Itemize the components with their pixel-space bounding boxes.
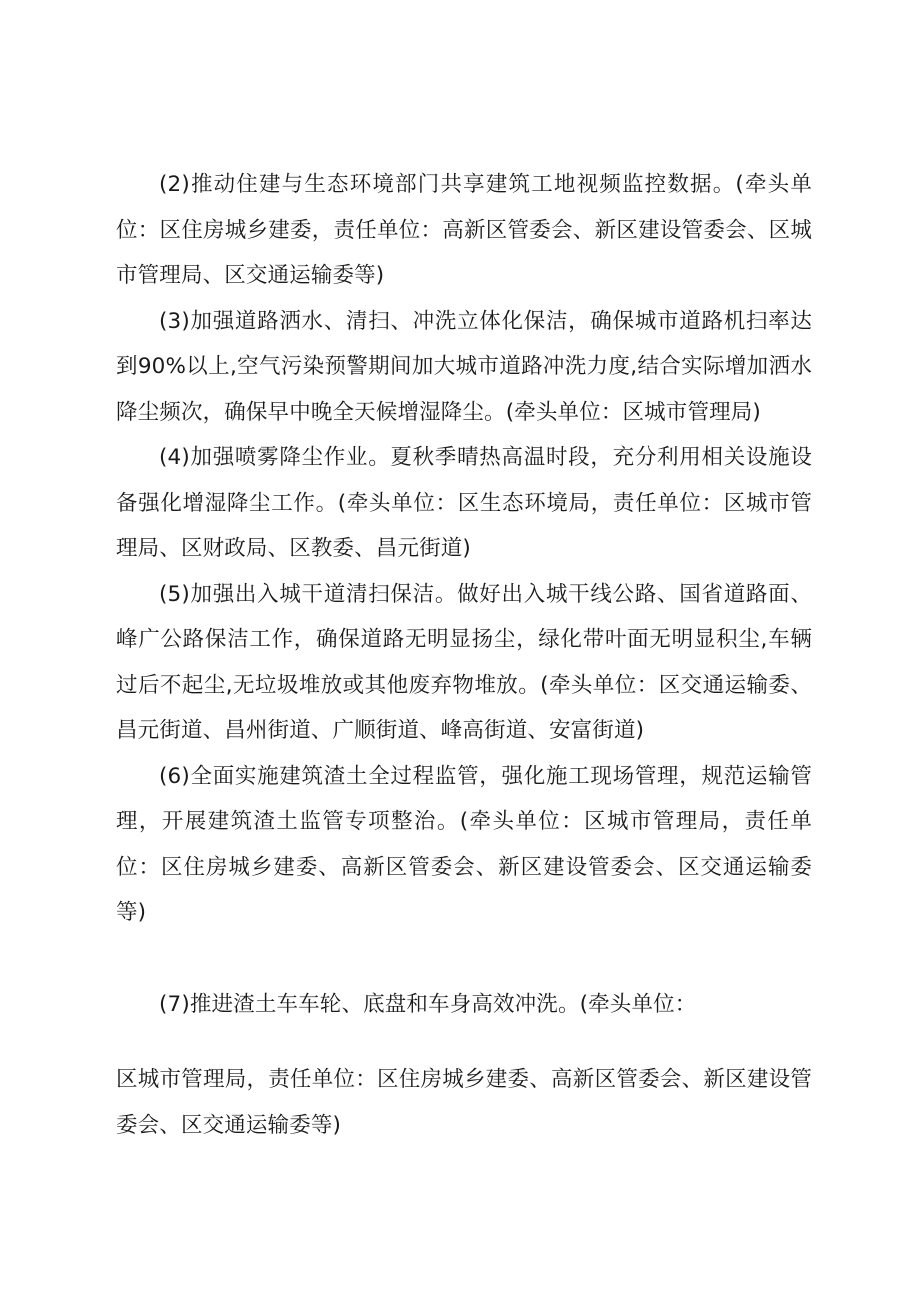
document-body <box>116 162 812 936</box>
document-body-item-7-continued <box>116 1057 812 1148</box>
paragraph-item-3: (3)加强道路洒水、清扫、冲洗立体化保洁，确保城市道路机扫率达到90%以上,空气污染预警期间加大城市道路冲洗力度,结合实际增加洒水降尘频次，确保早中晚全天候增湿降尘。(牵头单位：区城市管理局) <box>116 308 812 425</box>
document-body-item-7 <box>116 982 812 1028</box>
paragraph-item-6: (6)全面实施建筑渣土全过程监管，强化施工现场管理，规范运输管理，开展建筑渣土监管专项整治。(牵头单位：区城市管理局，责任单位：区住房城乡建委、高新区管委会、新区建设管委会、区交通运输委等) <box>116 763 812 925</box>
paragraph-item-5: (5)加强出入城干道清扫保洁。做好出入城干线公路、国省道路面、峰广公路保洁工作，确保道路无明显扬尘，绿化带叶面无明显积尘,车辆过后不起尘,无垃圾堆放或其他废弃物堆放。(牵头单位：区交通运输委、昌元街道、昌州街道、广顺街道、峰高街道、安富街道) <box>116 581 812 743</box>
paragraph-item-7-head: (7)推进渣土车车轮、底盘和车身高效冲洗。(牵头单位： <box>159 992 697 1017</box>
paragraph-item-4: (4)加强喷雾降尘作业。夏秋季晴热高温时段，充分利用相关设施设备强化增湿降尘工作。(牵头单位：区生态环境局，责任单位：区城市管理局、区财政局、区教委、昌元街道) <box>116 445 812 561</box>
paragraph-item-2: (2)推动住建与生态环境部门共享建筑工地视频监控数据。(牵头单位：区住房城乡建委，责任单位：高新区管委会、新区建设管委会、区城市管理局、区交通运输委等) <box>116 172 812 288</box>
paragraph-item-7-tail: 区城市管理局，责任单位：区住房城乡建委、高新区管委会、新区建设管委会、区交通运输委等) <box>116 1067 812 1138</box>
